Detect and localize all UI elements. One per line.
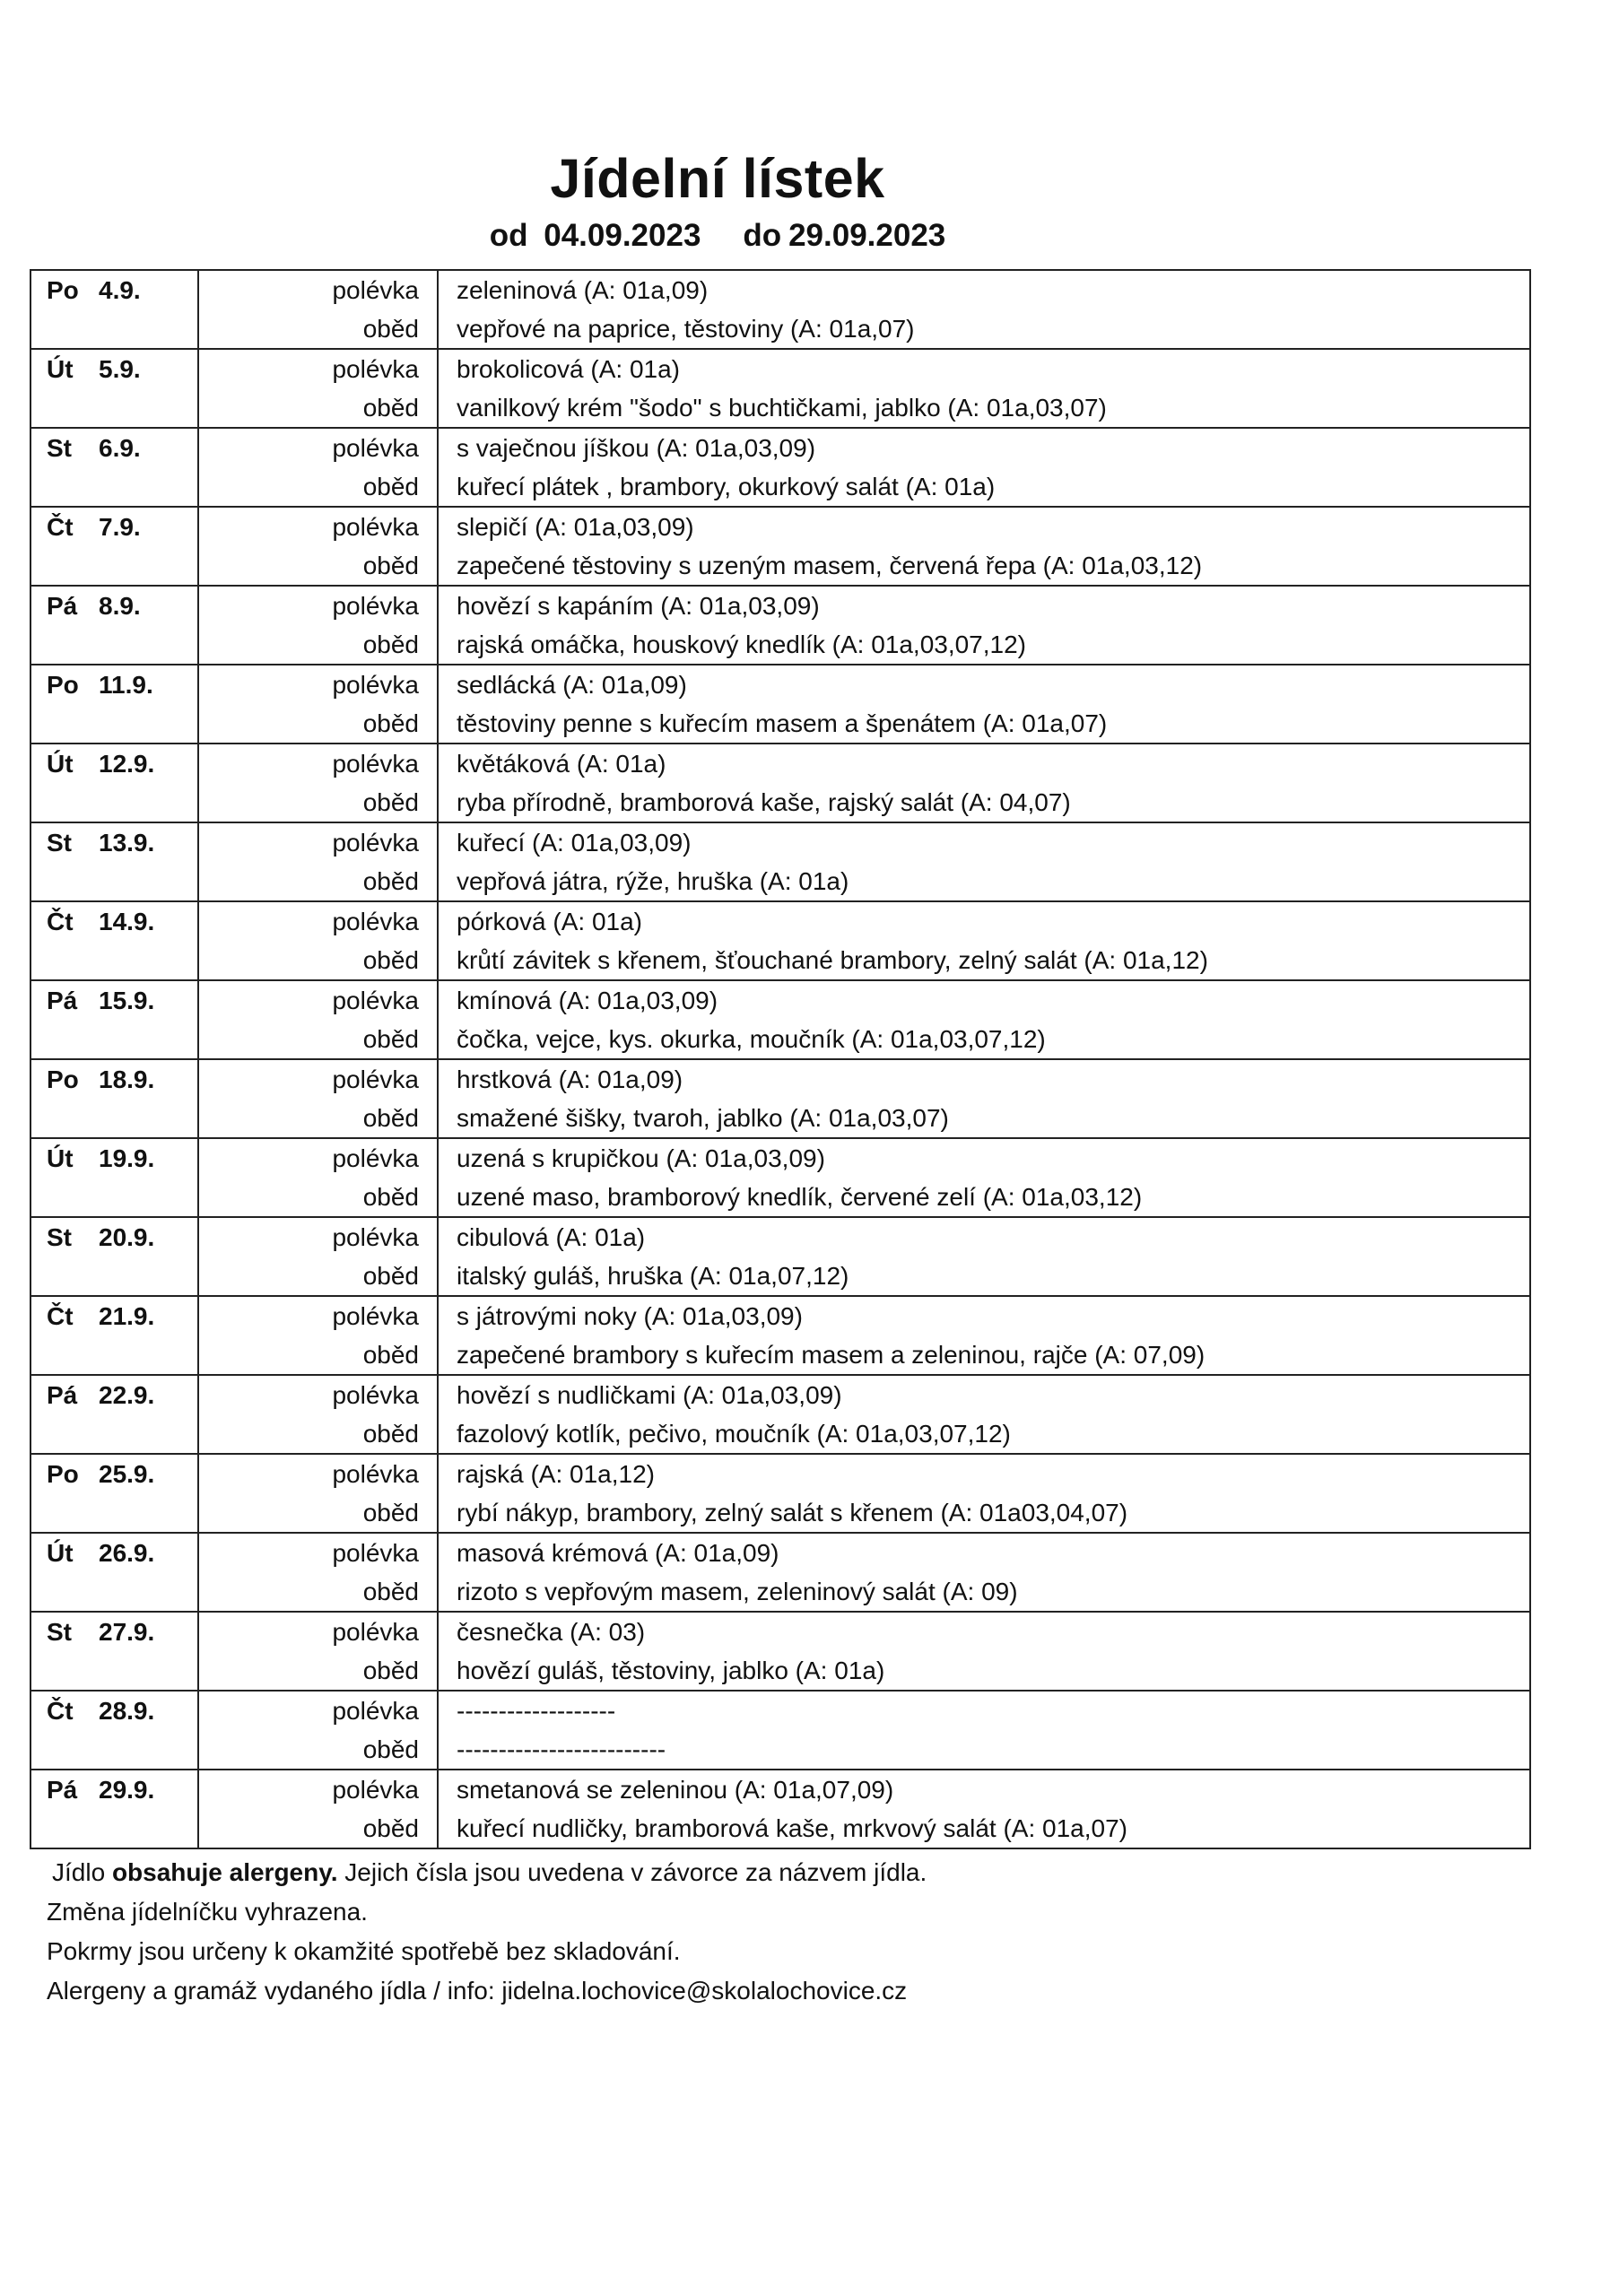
soup-dish: česnečka (A: 03) bbox=[438, 1612, 1530, 1651]
menu-row-soup bbox=[30, 744, 1530, 783]
day-date: 18.9. bbox=[99, 1065, 155, 1093]
day-cell bbox=[30, 428, 198, 507]
soup-dish: rajská (A: 01a,12) bbox=[438, 1454, 1530, 1493]
course-label-soup: polévka bbox=[198, 586, 438, 625]
menu-table-body bbox=[30, 270, 1530, 1848]
course-label-soup: polévka bbox=[198, 822, 438, 862]
allergen-note: Jídlo obsahuje alergeny. Jejich čísla jsou uvedena v závorce za názvem jídla. bbox=[52, 1858, 927, 1886]
menu-row-soup bbox=[30, 1770, 1530, 1809]
menu-row-soup bbox=[30, 1454, 1530, 1493]
day-cell bbox=[30, 1612, 198, 1691]
day-cell bbox=[30, 586, 198, 665]
course-label-lunch: oběd bbox=[198, 1020, 438, 1059]
menu-row-lunch bbox=[30, 1335, 1530, 1375]
soup-dish: uzená s krupičkou (A: 01a,03,09) bbox=[438, 1138, 1530, 1178]
course-label-lunch: oběd bbox=[198, 783, 438, 822]
course-label-soup: polévka bbox=[198, 1138, 438, 1178]
day-name: Čt bbox=[47, 1302, 74, 1330]
day-name: Pá bbox=[47, 592, 78, 620]
day-name: St bbox=[47, 1618, 72, 1646]
day-date: 19.9. bbox=[99, 1144, 155, 1172]
day-cell bbox=[30, 1059, 198, 1138]
menu-row-soup bbox=[30, 1375, 1530, 1414]
lunch-dish: ------------------------- bbox=[457, 1735, 666, 1763]
date-range bbox=[0, 218, 1435, 254]
course-label-lunch: oběd bbox=[198, 1651, 438, 1691]
course-label-lunch: oběd bbox=[198, 1809, 438, 1848]
menu-row-soup bbox=[30, 665, 1530, 704]
day-date: 27.9. bbox=[99, 1618, 155, 1646]
day-cell bbox=[30, 1533, 198, 1612]
menu-row-lunch bbox=[30, 1099, 1530, 1138]
notes bbox=[47, 1853, 927, 2011]
course-label-soup: polévka bbox=[198, 665, 438, 704]
day-date: 22.9. bbox=[99, 1381, 155, 1409]
course-label-soup: polévka bbox=[198, 1059, 438, 1099]
menu-row-lunch bbox=[30, 1809, 1530, 1848]
soup-dish: hovězí s nudličkami (A: 01a,03,09) bbox=[438, 1375, 1530, 1414]
day-date: 7.9. bbox=[99, 513, 141, 541]
menu-row-soup bbox=[30, 507, 1530, 546]
menu-row-lunch bbox=[30, 1572, 1530, 1612]
day-cell bbox=[30, 901, 198, 980]
lunch-dish: smažené šišky, tvaroh, jablko (A: 01a,03,07) bbox=[457, 1104, 949, 1132]
day-date: 15.9. bbox=[99, 987, 155, 1014]
soup-dish: zeleninová (A: 01a,09) bbox=[438, 270, 1530, 309]
soup-dish: smetanová se zeleninou (A: 01a,07,09) bbox=[438, 1770, 1530, 1809]
course-label-lunch: oběd bbox=[198, 1335, 438, 1375]
contact-note: Alergeny a gramáž vydaného jídla / info: jidelna.lochovice@skolalochovice.cz bbox=[47, 1977, 908, 2005]
day-date: 21.9. bbox=[99, 1302, 155, 1330]
consumption-note: Pokrmy jsou určeny k okamžité spotřebě bez skladování. bbox=[47, 1937, 681, 1965]
course-label-lunch: oběd bbox=[198, 1414, 438, 1454]
course-label-lunch: oběd bbox=[198, 1099, 438, 1138]
menu-row-soup bbox=[30, 1612, 1530, 1651]
lunch-dish: uzené maso, bramborový knedlík, červené zelí (A: 01a,03,12) bbox=[457, 1183, 1143, 1211]
course-label-lunch: oběd bbox=[198, 625, 438, 665]
day-name: Po bbox=[47, 276, 79, 304]
lunch-dish: vepřová játra, rýže, hruška (A: 01a) bbox=[457, 867, 849, 895]
lunch-dish: zapečené těstoviny s uzeným masem, červená řepa (A: 01a,03,12) bbox=[457, 552, 1203, 579]
day-cell bbox=[30, 1138, 198, 1217]
course-label-lunch: oběd bbox=[198, 388, 438, 428]
lunch-dish: zapečené brambory s kuřecím masem a zeleninou, rajče (A: 07,09) bbox=[457, 1341, 1206, 1369]
course-label-lunch: oběd bbox=[198, 467, 438, 507]
day-name: Út bbox=[47, 1144, 74, 1172]
menu-row-soup bbox=[30, 1296, 1530, 1335]
menu-row-lunch bbox=[30, 467, 1530, 507]
day-name: Pá bbox=[47, 1776, 78, 1804]
course-label-soup: polévka bbox=[198, 980, 438, 1020]
course-label-lunch: oběd bbox=[198, 941, 438, 980]
day-date: 28.9. bbox=[99, 1697, 155, 1725]
menu-row-soup bbox=[30, 980, 1530, 1020]
day-cell bbox=[30, 1691, 198, 1770]
soup-dish: hrstková (A: 01a,09) bbox=[438, 1059, 1530, 1099]
menu-table bbox=[30, 269, 1531, 1849]
soup-dish: slepičí (A: 01a,03,09) bbox=[438, 507, 1530, 546]
day-date: 13.9. bbox=[99, 829, 155, 857]
day-date: 8.9. bbox=[99, 592, 141, 620]
soup-dish: masová krémová (A: 01a,09) bbox=[438, 1533, 1530, 1572]
day-name: Čt bbox=[47, 513, 74, 541]
course-label-soup: polévka bbox=[198, 1691, 438, 1730]
day-date: 5.9. bbox=[99, 355, 141, 383]
lunch-dish: krůtí závitek s křenem, šťouchané brambory, zelný salát (A: 01a,12) bbox=[457, 946, 1208, 974]
day-date: 14.9. bbox=[99, 908, 155, 935]
course-label-lunch: oběd bbox=[198, 1257, 438, 1296]
day-name: Čt bbox=[47, 908, 74, 935]
day-cell bbox=[30, 1375, 198, 1454]
day-date: 25.9. bbox=[99, 1460, 155, 1488]
allergen-note-bold: obsahuje alergeny. bbox=[111, 1858, 338, 1886]
day-name: Po bbox=[47, 1460, 79, 1488]
soup-dish: ------------------- bbox=[438, 1691, 1530, 1730]
day-cell bbox=[30, 349, 198, 428]
lunch-dish: rizoto s vepřovým masem, zeleninový salát (A: 09) bbox=[457, 1578, 1018, 1605]
menu-row-soup bbox=[30, 901, 1530, 941]
day-cell bbox=[30, 1217, 198, 1296]
day-date: 26.9. bbox=[99, 1539, 155, 1567]
menu-row-lunch bbox=[30, 388, 1530, 428]
menu-row-lunch bbox=[30, 1730, 1530, 1770]
menu-row-lunch bbox=[30, 309, 1530, 349]
course-label-lunch: oběd bbox=[198, 704, 438, 744]
lunch-dish: hovězí guláš, těstoviny, jablko (A: 01a) bbox=[457, 1657, 885, 1684]
to-label: do bbox=[743, 218, 782, 253]
page-title: Jídelní lístek bbox=[550, 148, 885, 209]
from-date: 04.09.2023 bbox=[544, 218, 701, 253]
course-label-soup: polévka bbox=[198, 1612, 438, 1651]
menu-row-lunch bbox=[30, 862, 1530, 901]
menu-row-soup bbox=[30, 822, 1530, 862]
menu-row-soup bbox=[30, 1138, 1530, 1178]
soup-dish: sedlácká (A: 01a,09) bbox=[438, 665, 1530, 704]
day-date: 11.9. bbox=[99, 671, 153, 699]
soup-dish: s játrovými noky (A: 01a,03,09) bbox=[438, 1296, 1530, 1335]
course-label-lunch: oběd bbox=[198, 309, 438, 349]
menu-row-soup bbox=[30, 349, 1530, 388]
course-label-lunch: oběd bbox=[198, 862, 438, 901]
day-cell bbox=[30, 980, 198, 1059]
day-name: St bbox=[47, 1223, 72, 1251]
day-name: Po bbox=[47, 671, 79, 699]
soup-dish: pórková (A: 01a) bbox=[438, 901, 1530, 941]
course-label-soup: polévka bbox=[198, 1454, 438, 1493]
menu-row-lunch bbox=[30, 1493, 1530, 1533]
soup-dish: kmínová (A: 01a,03,09) bbox=[438, 980, 1530, 1020]
course-label-lunch: oběd bbox=[198, 546, 438, 586]
day-name: Po bbox=[47, 1065, 79, 1093]
soup-dish: kuřecí (A: 01a,03,09) bbox=[438, 822, 1530, 862]
soup-dish: brokolicová (A: 01a) bbox=[438, 349, 1530, 388]
course-label-lunch: oběd bbox=[198, 1493, 438, 1533]
soup-dish: hovězí s kapáním (A: 01a,03,09) bbox=[438, 586, 1530, 625]
menu-row-lunch bbox=[30, 783, 1530, 822]
lunch-dish: těstoviny penne s kuřecím masem a špenátem (A: 01a,07) bbox=[457, 709, 1108, 737]
menu-row-soup bbox=[30, 428, 1530, 467]
menu-row-lunch bbox=[30, 1651, 1530, 1691]
day-cell bbox=[30, 744, 198, 822]
menu-row-lunch bbox=[30, 1257, 1530, 1296]
menu-row-lunch bbox=[30, 1020, 1530, 1059]
day-cell bbox=[30, 1296, 198, 1375]
menu-row-lunch bbox=[30, 1414, 1530, 1454]
course-label-soup: polévka bbox=[198, 428, 438, 467]
day-name: Pá bbox=[47, 1381, 78, 1409]
menu-row-lunch bbox=[30, 1178, 1530, 1217]
menu-row-soup bbox=[30, 1691, 1530, 1730]
lunch-dish: kuřecí plátek , brambory, okurkový salát (A: 01a) bbox=[457, 473, 996, 500]
day-date: 20.9. bbox=[99, 1223, 155, 1251]
course-label-soup: polévka bbox=[198, 1770, 438, 1809]
course-label-soup: polévka bbox=[198, 1296, 438, 1335]
course-label-lunch: oběd bbox=[198, 1572, 438, 1612]
course-label-lunch: oběd bbox=[198, 1178, 438, 1217]
day-name: St bbox=[47, 829, 72, 857]
from-label: od bbox=[489, 218, 528, 253]
lunch-dish: čočka, vejce, kys. okurka, moučník (A: 01a,03,07,12) bbox=[457, 1025, 1046, 1053]
course-label-soup: polévka bbox=[198, 270, 438, 309]
day-date: 6.9. bbox=[99, 434, 141, 462]
day-name: Út bbox=[47, 750, 74, 778]
day-date: 29.9. bbox=[99, 1776, 155, 1804]
lunch-dish: italský guláš, hruška (A: 01a,07,12) bbox=[457, 1262, 849, 1290]
menu-row-soup bbox=[30, 1533, 1530, 1572]
day-cell bbox=[30, 1770, 198, 1848]
day-cell bbox=[30, 665, 198, 744]
menu-row-soup bbox=[30, 586, 1530, 625]
soup-dish: květáková (A: 01a) bbox=[438, 744, 1530, 783]
soup-dish: cibulová (A: 01a) bbox=[438, 1217, 1530, 1257]
change-note: Změna jídelníčku vyhrazena. bbox=[47, 1898, 368, 1926]
day-cell bbox=[30, 270, 198, 349]
day-name: Út bbox=[47, 355, 74, 383]
menu-row-soup bbox=[30, 1217, 1530, 1257]
lunch-dish: vepřové na paprice, těstoviny (A: 01a,07) bbox=[457, 315, 915, 343]
day-name: St bbox=[47, 434, 72, 462]
day-date: 12.9. bbox=[99, 750, 155, 778]
course-label-soup: polévka bbox=[198, 901, 438, 941]
course-label-soup: polévka bbox=[198, 1533, 438, 1572]
course-label-lunch: oběd bbox=[198, 1730, 438, 1770]
course-label-soup: polévka bbox=[198, 744, 438, 783]
menu-row-lunch bbox=[30, 704, 1530, 744]
menu-row-lunch bbox=[30, 941, 1530, 980]
lunch-dish: rajská omáčka, houskový knedlík (A: 01a,03,07,12) bbox=[457, 631, 1027, 658]
lunch-dish: fazolový kotlík, pečivo, moučník (A: 01a,03,07,12) bbox=[457, 1420, 1011, 1448]
menu-row-soup bbox=[30, 270, 1530, 309]
day-name: Pá bbox=[47, 987, 78, 1014]
menu-row-lunch bbox=[30, 625, 1530, 665]
lunch-dish: vanilkový krém "šodo" s buchtičkami, jablko (A: 01a,03,07) bbox=[457, 394, 1107, 422]
course-label-soup: polévka bbox=[198, 1375, 438, 1414]
to-date: 29.09.2023 bbox=[788, 218, 946, 253]
menu-row-soup bbox=[30, 1059, 1530, 1099]
course-label-soup: polévka bbox=[198, 507, 438, 546]
course-label-soup: polévka bbox=[198, 1217, 438, 1257]
lunch-dish: rybí nákyp, brambory, zelný salát s křenem (A: 01a03,04,07) bbox=[457, 1499, 1128, 1526]
day-cell bbox=[30, 1454, 198, 1533]
menu-row-lunch bbox=[30, 546, 1530, 586]
day-date: 4.9. bbox=[99, 276, 141, 304]
soup-dish: s vaječnou jíškou (A: 01a,03,09) bbox=[438, 428, 1530, 467]
day-name: Čt bbox=[47, 1697, 74, 1725]
lunch-dish: kuřecí nudličky, bramborová kaše, mrkvový salát (A: 01a,07) bbox=[457, 1814, 1128, 1842]
day-name: Út bbox=[47, 1539, 74, 1567]
day-cell bbox=[30, 507, 198, 586]
lunch-dish: ryba přírodně, bramborová kaše, rajský salát (A: 04,07) bbox=[457, 788, 1071, 816]
day-cell bbox=[30, 822, 198, 901]
course-label-soup: polévka bbox=[198, 349, 438, 388]
